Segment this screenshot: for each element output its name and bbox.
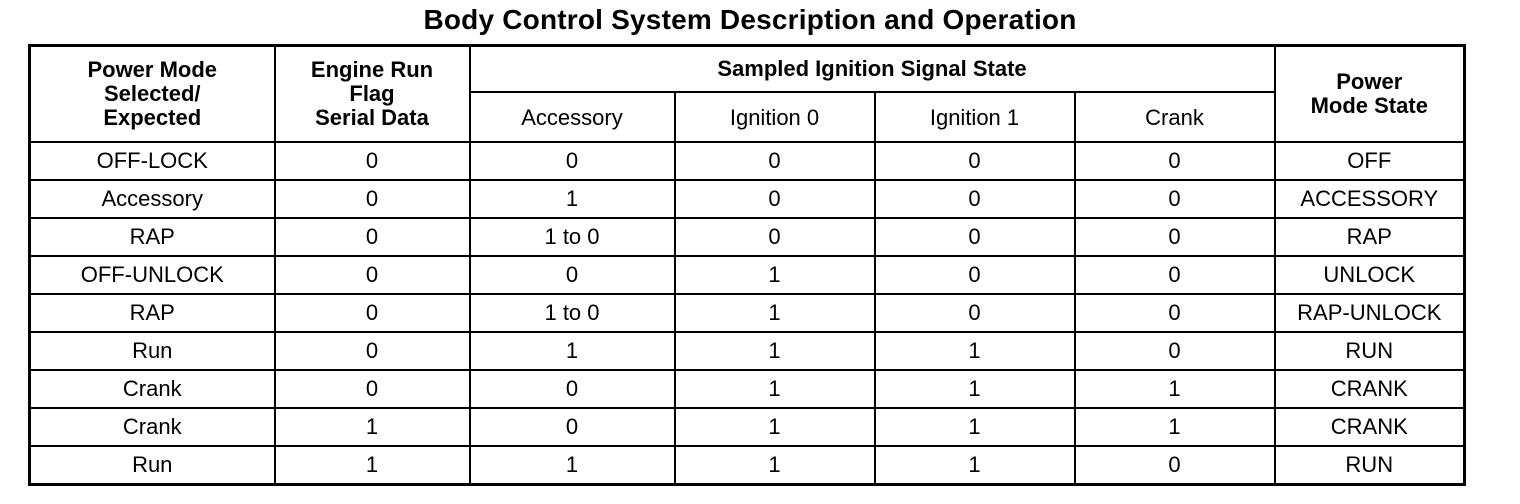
cell-accessory: 1: [470, 180, 675, 218]
cell-ignition-0: 1: [675, 256, 875, 294]
cell-crank: 0: [1075, 142, 1275, 180]
cell-accessory: 1: [470, 332, 675, 370]
cell-ignition-0: 1: [675, 446, 875, 485]
table-row: [30, 370, 1465, 408]
cell-power-mode-selected: Crank: [30, 408, 275, 446]
cell-crank: 0: [1075, 256, 1275, 294]
cell-ignition-0: 0: [675, 180, 875, 218]
cell-power-mode-state: RUN: [1275, 332, 1465, 370]
cell-ignition-1: 0: [875, 256, 1075, 294]
cell-ignition-0: 1: [675, 370, 875, 408]
header-power-mode-state: [1275, 46, 1465, 143]
cell-power-mode-selected: OFF-LOCK: [30, 142, 275, 180]
cell-ignition-0: 0: [675, 142, 875, 180]
cell-power-mode-state: RAP-UNLOCK: [1275, 294, 1465, 332]
cell-power-mode-selected: RAP: [30, 294, 275, 332]
cell-ignition-0: 0: [675, 218, 875, 256]
cell-accessory: 0: [470, 142, 675, 180]
header-engine-run-flag: [275, 46, 470, 143]
header-ignition-0: Ignition 0: [675, 92, 875, 142]
cell-accessory: 0: [470, 256, 675, 294]
cell-ignition-1: 0: [875, 294, 1075, 332]
header-line: Power Mode: [87, 57, 218, 82]
cell-crank: 0: [1075, 294, 1275, 332]
cell-power-mode-selected: Run: [30, 332, 275, 370]
header-line: Selected/: [103, 81, 201, 106]
cell-engine-run-flag: 0: [275, 180, 470, 218]
cell-engine-run-flag: 0: [275, 370, 470, 408]
cell-power-mode-selected: Crank: [30, 370, 275, 408]
cell-ignition-1: 1: [875, 370, 1075, 408]
table-row: [30, 446, 1465, 485]
table-row: [30, 180, 1465, 218]
header-crank: Crank: [1075, 92, 1275, 142]
cell-ignition-1: 0: [875, 218, 1075, 256]
table-body: [30, 142, 1465, 485]
cell-crank: 0: [1075, 180, 1275, 218]
cell-power-mode-state: ACCESSORY: [1275, 180, 1465, 218]
cell-ignition-1: 1: [875, 446, 1075, 485]
cell-accessory: 1: [470, 446, 675, 485]
cell-ignition-0: 1: [675, 408, 875, 446]
cell-engine-run-flag: 1: [275, 446, 470, 485]
header-line: Mode State: [1310, 93, 1428, 118]
header-line: Serial Data: [315, 105, 429, 130]
table-row: [30, 332, 1465, 370]
cell-ignition-0: 1: [675, 294, 875, 332]
cell-accessory: 0: [470, 408, 675, 446]
cell-accessory: 0: [470, 370, 675, 408]
cell-power-mode-state: CRANK: [1275, 408, 1465, 446]
cell-ignition-1: 1: [875, 408, 1075, 446]
table-row: [30, 218, 1465, 256]
cell-power-mode-selected: OFF-UNLOCK: [30, 256, 275, 294]
cell-crank: 1: [1075, 370, 1275, 408]
cell-crank: 0: [1075, 218, 1275, 256]
cell-engine-run-flag: 0: [275, 218, 470, 256]
header-power-mode-selected: [30, 46, 275, 143]
header-line: Engine Run: [310, 57, 434, 82]
cell-crank: 1: [1075, 408, 1275, 446]
table-row: [30, 142, 1465, 180]
table-row: [30, 256, 1465, 294]
cell-engine-run-flag: 0: [275, 142, 470, 180]
cell-accessory: 1 to 0: [470, 294, 675, 332]
cell-ignition-1: 1: [875, 332, 1075, 370]
cell-power-mode-selected: Run: [30, 446, 275, 485]
cell-power-mode-state: RAP: [1275, 218, 1465, 256]
cell-accessory: 1 to 0: [470, 218, 675, 256]
cell-ignition-1: 0: [875, 142, 1075, 180]
table-row: [30, 408, 1465, 446]
cell-ignition-0: 1: [675, 332, 875, 370]
header-line: Power: [1336, 69, 1403, 94]
table-row: [30, 294, 1465, 332]
cell-engine-run-flag: 0: [275, 294, 470, 332]
cell-engine-run-flag: 0: [275, 256, 470, 294]
cell-crank: 0: [1075, 332, 1275, 370]
header-accessory: Accessory: [470, 92, 675, 142]
cell-crank: 0: [1075, 446, 1275, 485]
header-ignition-1: Ignition 1: [875, 92, 1075, 142]
header-sampled-ignition-signal-state: Sampled Ignition Signal State: [470, 46, 1275, 93]
cell-engine-run-flag: 1: [275, 408, 470, 446]
cell-power-mode-state: CRANK: [1275, 370, 1465, 408]
header-line: Expected: [103, 105, 202, 130]
header-line: Flag: [349, 81, 395, 106]
cell-power-mode-selected: Accessory: [30, 180, 275, 218]
cell-power-mode-state: UNLOCK: [1275, 256, 1465, 294]
page-title: Body Control System Description and Operation: [423, 4, 1077, 35]
cell-ignition-1: 0: [875, 180, 1075, 218]
cell-power-mode-state: OFF: [1275, 142, 1465, 180]
cell-engine-run-flag: 0: [275, 332, 470, 370]
cell-power-mode-state: RUN: [1275, 446, 1465, 485]
power-mode-table: [28, 44, 1466, 486]
cell-power-mode-selected: RAP: [30, 218, 275, 256]
